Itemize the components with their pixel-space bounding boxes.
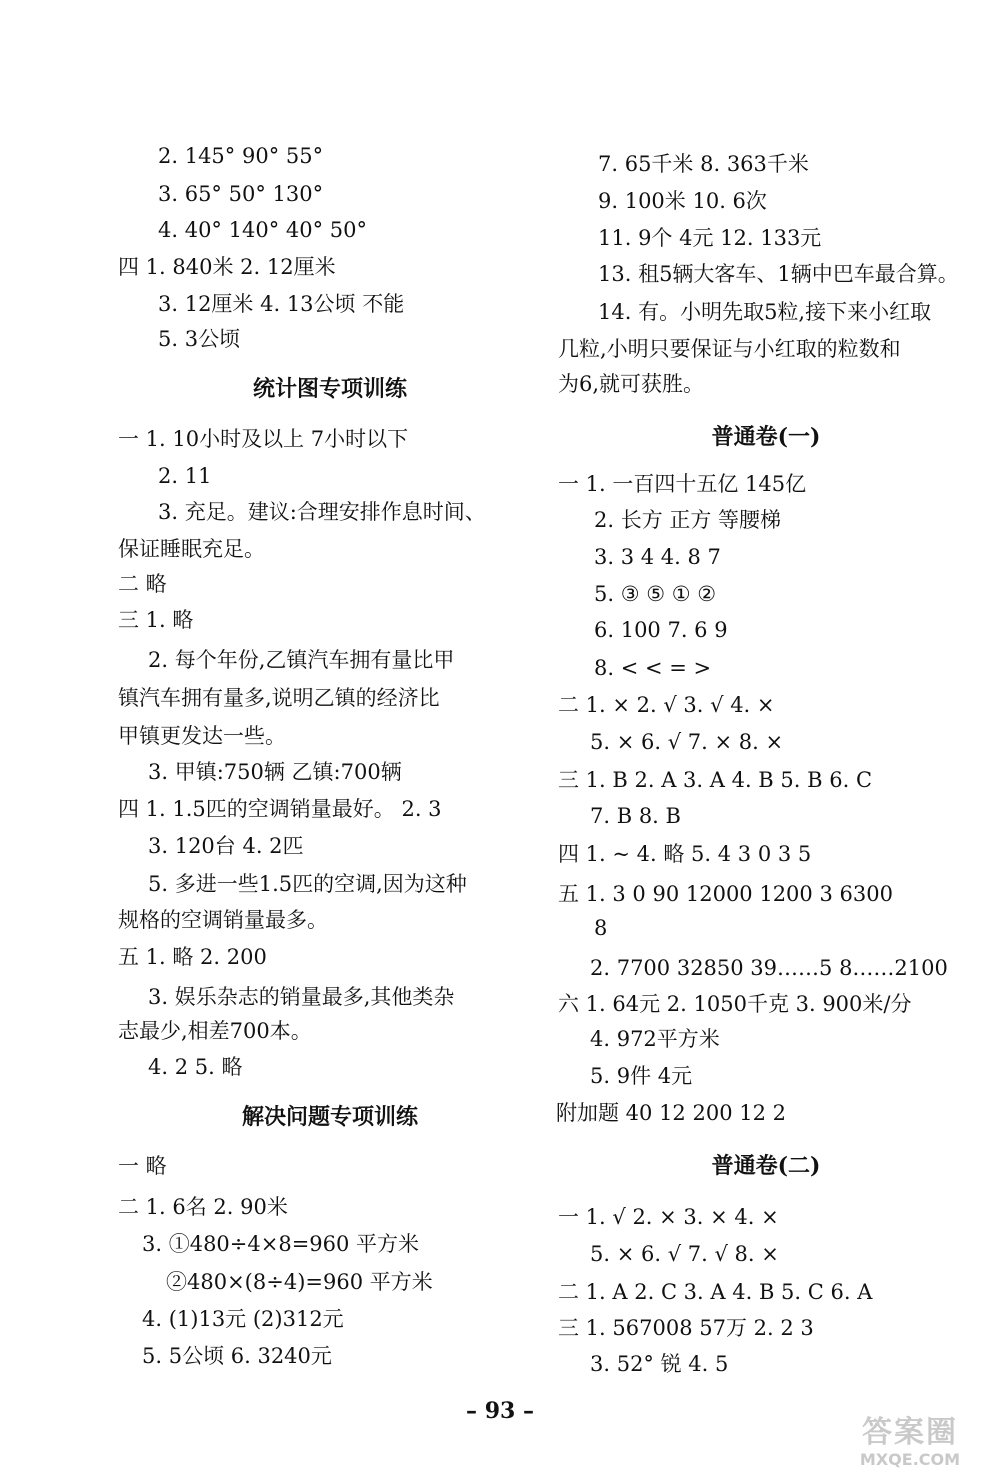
- answer-line: 5. 多进一些1.5匹的空调,因为这种: [148, 872, 467, 896]
- answer-line: 为6,就可获胜。: [558, 372, 705, 396]
- answer-line: 四 1. ~ 4. 略 5. 4 3 0 3 5: [558, 842, 812, 866]
- answer-line: 4. (1)13元 (2)312元: [142, 1307, 344, 1331]
- answer-line: 一 略: [118, 1154, 167, 1178]
- answer-line: 3. ①480÷4×8=960 平方米: [142, 1232, 420, 1256]
- answer-line: 三 1. B 2. A 3. A 4. B 5. B 6. C: [558, 768, 873, 792]
- answer-line: 三 1. 略: [118, 608, 194, 632]
- answer-line: 3. 充足。建议:合理安排作息时间、: [158, 500, 486, 524]
- answer-line: 14. 有。小明先取5粒,接下来小红取: [598, 300, 932, 324]
- watermark-url: MXQE.COM: [859, 1450, 961, 1469]
- answer-line: 几粒,小明只要保证与小红取的粒数和: [558, 337, 901, 361]
- answer-line: 一 1. √ 2. × 3. × 4. ×: [558, 1205, 779, 1229]
- answer-line: ②480×(8÷4)=960 平方米: [166, 1270, 433, 1294]
- answer-line: 3. 娱乐杂志的销量最多,其他类杂: [148, 985, 455, 1009]
- page-number: – 93 –: [466, 1398, 534, 1424]
- answer-line: 8: [594, 916, 608, 940]
- answer-line: 二 略: [118, 572, 167, 596]
- section-heading: 解决问题专项训练: [241, 1104, 418, 1130]
- answer-line: 2. 145° 90° 55°: [158, 144, 324, 168]
- answer-line: 附加题 40 12 200 12 2: [556, 1101, 786, 1125]
- watermark-logo: [830, 1415, 990, 1475]
- section-heading: 统计图专项训练: [252, 376, 407, 402]
- answer-line: 三 1. 567008 57万 2. 2 3: [558, 1316, 814, 1340]
- answer-line: 五 1. 略 2. 200: [118, 945, 267, 969]
- answer-line: 一 1. 10小时及以上 7小时以下: [118, 427, 409, 451]
- answer-line: 5. × 6. √ 7. × 8. ×: [590, 730, 784, 754]
- answer-line: 5. × 6. √ 7. √ 8. ×: [590, 1242, 779, 1266]
- answer-line: 镇汽车拥有量多,说明乙镇的经济比: [118, 686, 440, 710]
- answer-line: 4. 2 5. 略: [148, 1055, 243, 1079]
- answer-line: 二 1. 6名 2. 90米: [118, 1195, 288, 1219]
- answer-line: 5. 5公顷 6. 3240元: [142, 1344, 332, 1368]
- answer-line: 3. 12厘米 4. 13公顷 不能: [158, 292, 405, 316]
- answer-line: 9. 100米 10. 6次: [598, 189, 767, 213]
- answer-line: 2. 每个年份,乙镇汽车拥有量比甲: [148, 648, 455, 672]
- answer-line: 二 1. × 2. √ 3. √ 4. ×: [558, 693, 775, 717]
- answer-line: 13. 租5辆大客车、1辆中巴车最合算。: [598, 262, 959, 286]
- answer-line: 保证睡眠充足。: [118, 537, 265, 561]
- answer-line: 5. 3公顷: [158, 327, 241, 351]
- answer-line: 3. 120台 4. 2匹: [148, 834, 304, 858]
- section-heading: 普通卷(一): [711, 424, 821, 450]
- answer-line: 3. 65° 50° 130°: [158, 182, 324, 206]
- answer-line: 3. 3 4 4. 8 7: [594, 545, 721, 569]
- answer-line: 2. 长方 正方 等腰梯: [594, 508, 782, 532]
- answer-line: 甲镇更发达一些。: [118, 724, 286, 748]
- answer-line: 7. B 8. B: [590, 804, 681, 828]
- answer-line: 四 1. 1.5匹的空调销量最好。 2. 3: [118, 797, 442, 821]
- answer-line: 6. 100 7. 6 9: [594, 618, 728, 642]
- answer-line: 2. 11: [158, 464, 212, 488]
- watermark-title: 答案圈: [862, 1415, 958, 1450]
- answer-line: 5. 9件 4元: [590, 1064, 693, 1088]
- section-heading: 普通卷(二): [711, 1153, 821, 1179]
- answer-line: 8. < < = >: [594, 656, 712, 680]
- answer-line: 规格的空调销量最多。: [118, 908, 328, 932]
- answer-line: 六 1. 64元 2. 1050千克 3. 900米/分: [558, 992, 912, 1016]
- right-answer-column: [556, 0, 976, 1480]
- answer-line: 7. 65千米 8. 363千米: [598, 152, 809, 176]
- answer-line: 4. 40° 140° 40° 50°: [158, 218, 367, 242]
- answer-line: 3. 52° 锐 4. 5: [590, 1352, 729, 1376]
- answer-line: 二 1. A 2. C 3. A 4. B 5. C 6. A: [558, 1280, 873, 1304]
- left-answer-column: [110, 0, 550, 1480]
- answer-line: 4. 972平方米: [590, 1027, 720, 1051]
- answer-line: 3. 甲镇:750辆 乙镇:700辆: [148, 760, 402, 784]
- answer-line: 四 1. 840米 2. 12厘米: [118, 255, 336, 279]
- answer-line: 2. 7700 32850 39……5 8……2100: [590, 956, 948, 980]
- answer-line: 一 1. 一百四十五亿 145亿: [558, 472, 807, 496]
- answer-line: 志最少,相差700本。: [118, 1019, 312, 1043]
- answer-line: 11. 9个 4元 12. 133元: [598, 226, 822, 250]
- answer-line: 5. ③ ⑤ ① ②: [594, 582, 717, 606]
- answer-line: 五 1. 3 0 90 12000 1200 3 6300: [558, 882, 893, 906]
